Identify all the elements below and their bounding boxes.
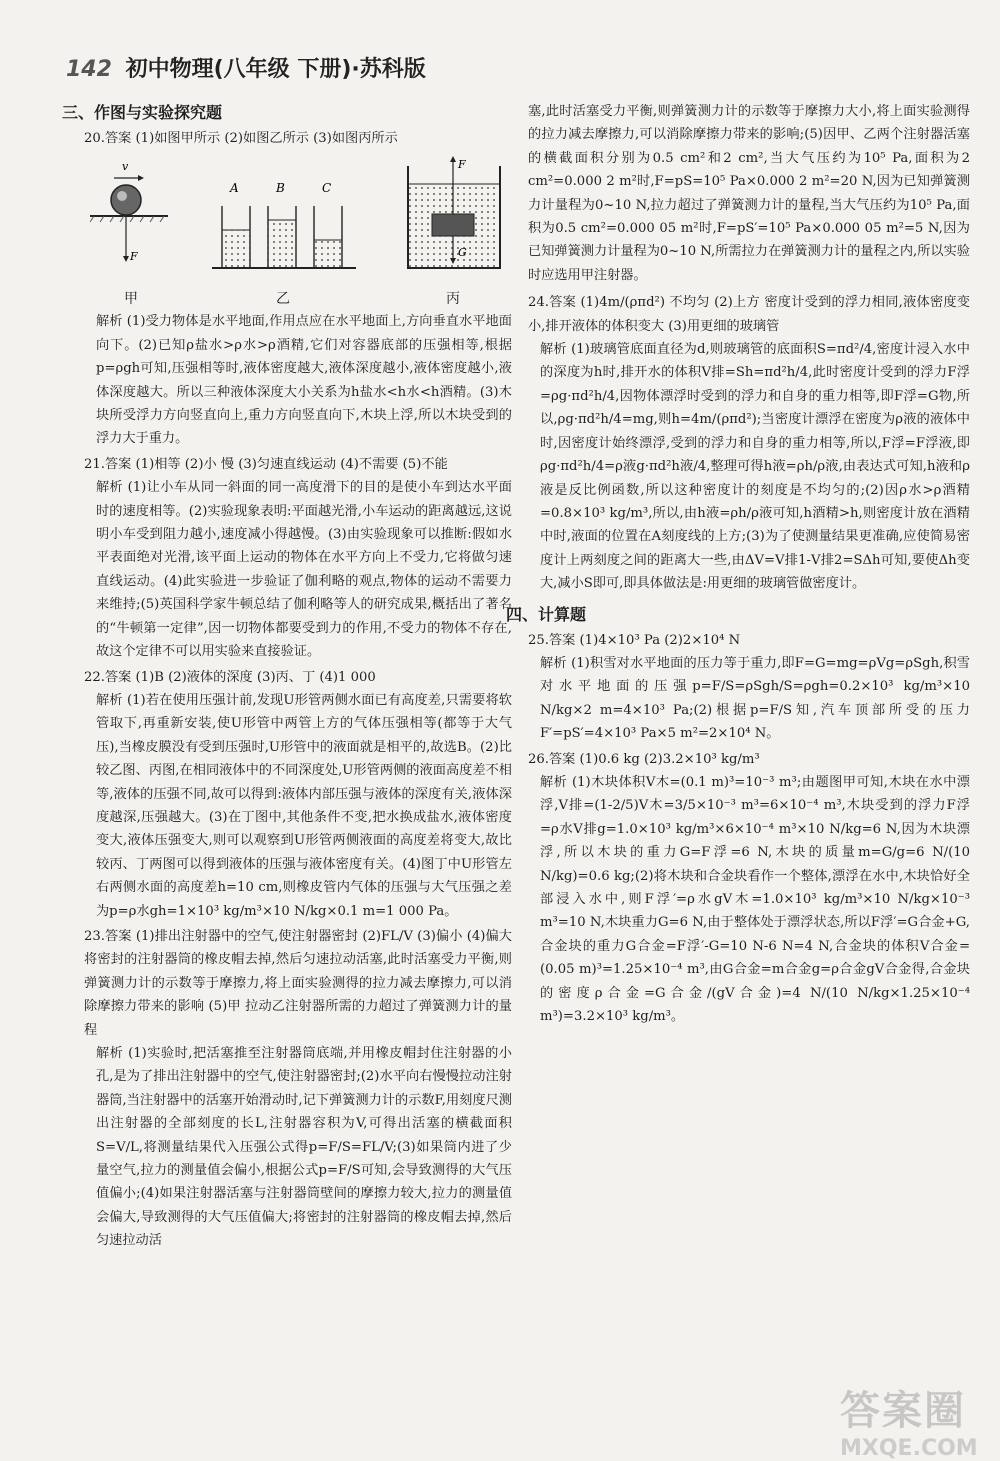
watermark-small: MXQE.COM	[840, 1436, 978, 1461]
q22-explanation: 解析 (1)若在使用压强计前,发现U形管两侧水面已有高度差,只需要将软管取下,再重新安装,使U形管中两管上方的气体压强相等(都等于大气压),当橡皮膜没有受到压强时,U形管中的液面就是相平的,故选B。(2)比较乙图、丙图,在相同液体中的不同深度处,U形管两侧的液面高度差不相等,液体的压强不同,故可以得到:液体内部压强与液体的深度有关,液体深度越深,压强越大。(3)在丁图中,其他条件不变,把水换成盐水,液体密度变大,液体压强变大,则可以观察到U形管两侧液面的高度差将变大,故比较丙、丁两图可以得到液体的压强与液体密度有关。(4)图丁中U形管左右两侧水面的高度差h=10 cm,则橡皮管内气体的压强与大气压强之差为p=ρ水gh=1×10³ kg/m³×10 N/kg×0.1 m=1 000 Pa。	[96, 692, 512, 919]
right-column	[506, 100, 970, 1028]
q24-explanation: 解析 (1)玻璃管底面直径为d,则玻璃管的底面积S=πd²/4,密度计浸入水中的深度为h时,排开水的体积V排=Sh=πd²h/4,此时密度计受到的浮力F浮=ρg·πd²h/4,因物体漂浮时受到的浮力和自身的重力相等,即F浮=G物,所以,ρg·πd²h/4=mg,则h=4m/(ρπd²);当密度计漂浮在密度为ρ液的液体中时,因密度计始终漂浮,受到的浮力和自身的重力相等,所以,F浮=F浮液,即ρg·πd²h/4=ρ液g·πd²h液/4,整理可得h液=ρh/ρ液,由表达式可知,h液和ρ液是反比例函数,所以这种密度计的刻度是不均匀的;(2)因ρ水>ρ酒精=0.8×10³ kg/m³,所以,由h液=ρh/ρ液可知,h酒精>h,则密度计放在酒精中时,液面的位置在A刻度线的上方;(3)为了使测量结果更准确,应使简易密度计上两刻度之间的距离大一些,由ΔV=V排1-V排2=SΔh可知,要使Δh变大,减小S即可,即具体做法是:用更细的玻璃管做密度计。	[540, 342, 970, 592]
q21-answer: 21.答案 (1)相等 (2)小 慢 (3)匀速直线运动 (4)不需要 (5)不能	[84, 456, 448, 472]
fig-G-label: G	[458, 246, 467, 260]
q25-answer: 25.答案 (1)4×10³ Pa (2)2×10⁴ N	[528, 632, 741, 648]
left-column	[62, 100, 512, 1253]
fig-F2-label: F	[458, 158, 466, 172]
book-title: 初中物理(八年级 下册)·苏科版	[125, 57, 426, 82]
caption-bing: 丙	[446, 291, 460, 308]
fig-C-label: C	[322, 181, 332, 196]
figure-jia	[90, 156, 168, 286]
q23-explanation: 解析 (1)实验时,把活塞推至注射器筒底端,并用橡皮帽封住注射器的小孔,是为了排出注射器中的空气,使注射器密封;(2)水平向右慢慢拉动注射器筒,当注射器中的活塞开始滑动时,记下弹簧测力计的示数F,用刻度尺测出注射器的全部刻度的长L,注射器容积为V,可得出活塞的横截面积S=V/L,将测量结果代入压强公式得p=F/S=FL/V;(3)如果筒内进了少量空气,拉力的测量值会偏小,根据公式p=F/S可知,会导致测得的大气压值偏小;(4)如果注射器活塞与注射器筒壁间的摩擦力较大,拉力的测量值会偏大,导致测得的大气压值偏大;将密封的注射器筒的橡皮帽去掉,然后匀速拉动活	[96, 1046, 512, 1249]
fig-B-label: B	[276, 181, 285, 196]
section-title-4: 四、计算题	[506, 604, 587, 624]
figure-bing	[402, 156, 506, 286]
q20-figures	[84, 156, 512, 308]
fig-v-label: v	[122, 160, 129, 174]
q25-explanation: 解析 (1)积雪对水平地面的压力等于重力,即F=G=mg=ρVg=ρSgh,积雪对水平地面的压强p=F/S=ρSgh/S=ρgh=0.2×10³ kg/m³×10 N/kg×2 m=4×10³ Pa;(2)根据p=F/S知,汽车顶部所受的压力F′=pS′=4×10³ Pa×5 m²=2×10⁴ N。	[540, 655, 970, 742]
figure-yi	[212, 156, 356, 286]
watermark-logo	[840, 1379, 990, 1461]
q24-answer: 24.答案 (1)4m/(ρπd²) 不均匀 (2)上方 密度计受到的浮力相同,液体密度变小,排开液体的体积变大 (3)用更细的玻璃管	[528, 295, 970, 334]
page-header	[66, 52, 426, 83]
fig-F-label: F	[130, 250, 138, 264]
caption-jia: 甲	[124, 291, 138, 308]
q20-answer: 20.答案 (1)如图甲所示 (2)如图乙所示 (3)如图丙所示	[84, 131, 398, 146]
q26-answer: 26.答案 (1)0.6 kg (2)3.2×10³ kg/m³	[528, 751, 760, 767]
section-title-3: 三、作图与实验探究题	[62, 103, 223, 122]
page-number: 142	[66, 57, 112, 82]
q22-answer: 22.答案 (1)B (2)液体的深度 (3)丙、丁 (4)1 000	[84, 669, 376, 685]
q26-explanation: 解析 (1)木块体积V木=(0.1 m)³=10⁻³ m³;由题图甲可知,木块在水中漂浮,V排=(1-2/5)V木=3/5×10⁻³ m³=6×10⁻⁴ m³,木块受到的浮力F浮=ρ水V排g=1.0×10³ kg/m³×6×10⁻⁴ m³×10 N/kg=6 N,因为木块漂浮,所以木块的重力G=F浮=6 N,木块的质量m=G/g=6 N/(10 N/kg)=0.6 kg;(2)将木块和合金块看作一个整体,漂浮在水中,木块恰好全部浸入水中,则F浮′=ρ水gV木=1.0×10³ kg/m³×10 N/kg×10⁻³ m³=10 N,木块重力G=6 N,由于整体处于漂浮状态,所以F浮′=G合金+G,合金块的重力G合金=F浮′-G=10 N-6 N=4 N,合金块的体积V合金=(0.05 m)³=1.25×10⁻⁴ m³,由G合金=m合金g=ρ合金gV合金得,合金块的密度ρ合金=G合金/(gV合金)=4 N/(10 N/kg×1.25×10⁻⁴ m³)=3.2×10³ kg/m³。	[540, 774, 970, 1025]
q23-answer: 23.答案 (1)排出注射器中的空气,使注射器密封 (2)FL/V (3)偏小 (4)偏大 将密封的注射器筒的橡皮帽去掉,然后匀速拉动活塞,此时活塞受力平衡,则弹簧测力计的示数等于摩擦力,将上面实验测得的拉力减去摩擦力,可以消除摩擦力带来的影响 (5)甲 拉动乙注射器所需的力超过了弹簧测力计的量程	[84, 928, 512, 1038]
watermark-big: 答案圈	[840, 1388, 966, 1434]
fig-A-label: A	[230, 181, 239, 196]
q20-explanation: 解析 (1)受力物体是水平地面,作用点应在水平地面上,方向垂直水平地面向下。(2)已知ρ盐水>ρ水>ρ酒精,它们对容器底部的压强相等,根据p=ρgh可知,压强相等时,液体密度越大,液体深度越小,液体密度越小,液体深度越大。所以三种液体深度大小关系为h盐水<h水<h酒精。(3)木块所受浮力方向竖直向上,重力方向竖直向下,木块上浮,所以木块受到的浮力大于重力。	[96, 314, 512, 447]
caption-yi: 乙	[276, 291, 290, 308]
q21-explanation: 解析 (1)让小车从同一斜面的同一高度滑下的目的是使小车到达水平面时的速度相等。(2)实验现象表明:平面越光滑,小车运动的距离越远,这说明小车受到阻力越小,速度减小得越慢。(3)由实验现象可以推断:假如水平表面绝对光滑,该平面上运动的物体在水平方向上不受力,它将做匀速直线运动。(4)此实验进一步验证了伽利略的观点,物体的运动不需要力来维持;(5)英国科学家牛顿总结了伽利略等人的研究成果,概括出了著名的“牛顿第一定律”,因一切物体都要受到力的作用,不受力的物体不存在,故这个定律不可以用实验来直接验证。	[96, 480, 512, 660]
q23-explanation-cont: 塞,此时活塞受力平衡,则弹簧测力计的示数等于摩擦力大小,将上面实验测得的拉力减去摩擦力,可以消除摩擦力带来的影响;(5)因甲、乙两个注射器活塞的横截面积分别为0.5 cm²和2 cm²,当大气压约为10⁵ Pa,面积为2 cm²=0.000 2 m²时,F=pS=10⁵ Pa×0.000 2 m²=20 N,因为已知弹簧测力计量程为0~10 N,拉力超过了弹簧测力计的量程,当大气压约为10⁵ Pa,面积为0.5 cm²=0.000 05 m²时,F=pS′=10⁵ Pa×0.000 05 m²=5 N,因为已知弹簧测力计量程为0~10 N,所需拉力在弹簧测力计的量程之内,所以实验时应选用甲注射器。	[528, 104, 970, 283]
